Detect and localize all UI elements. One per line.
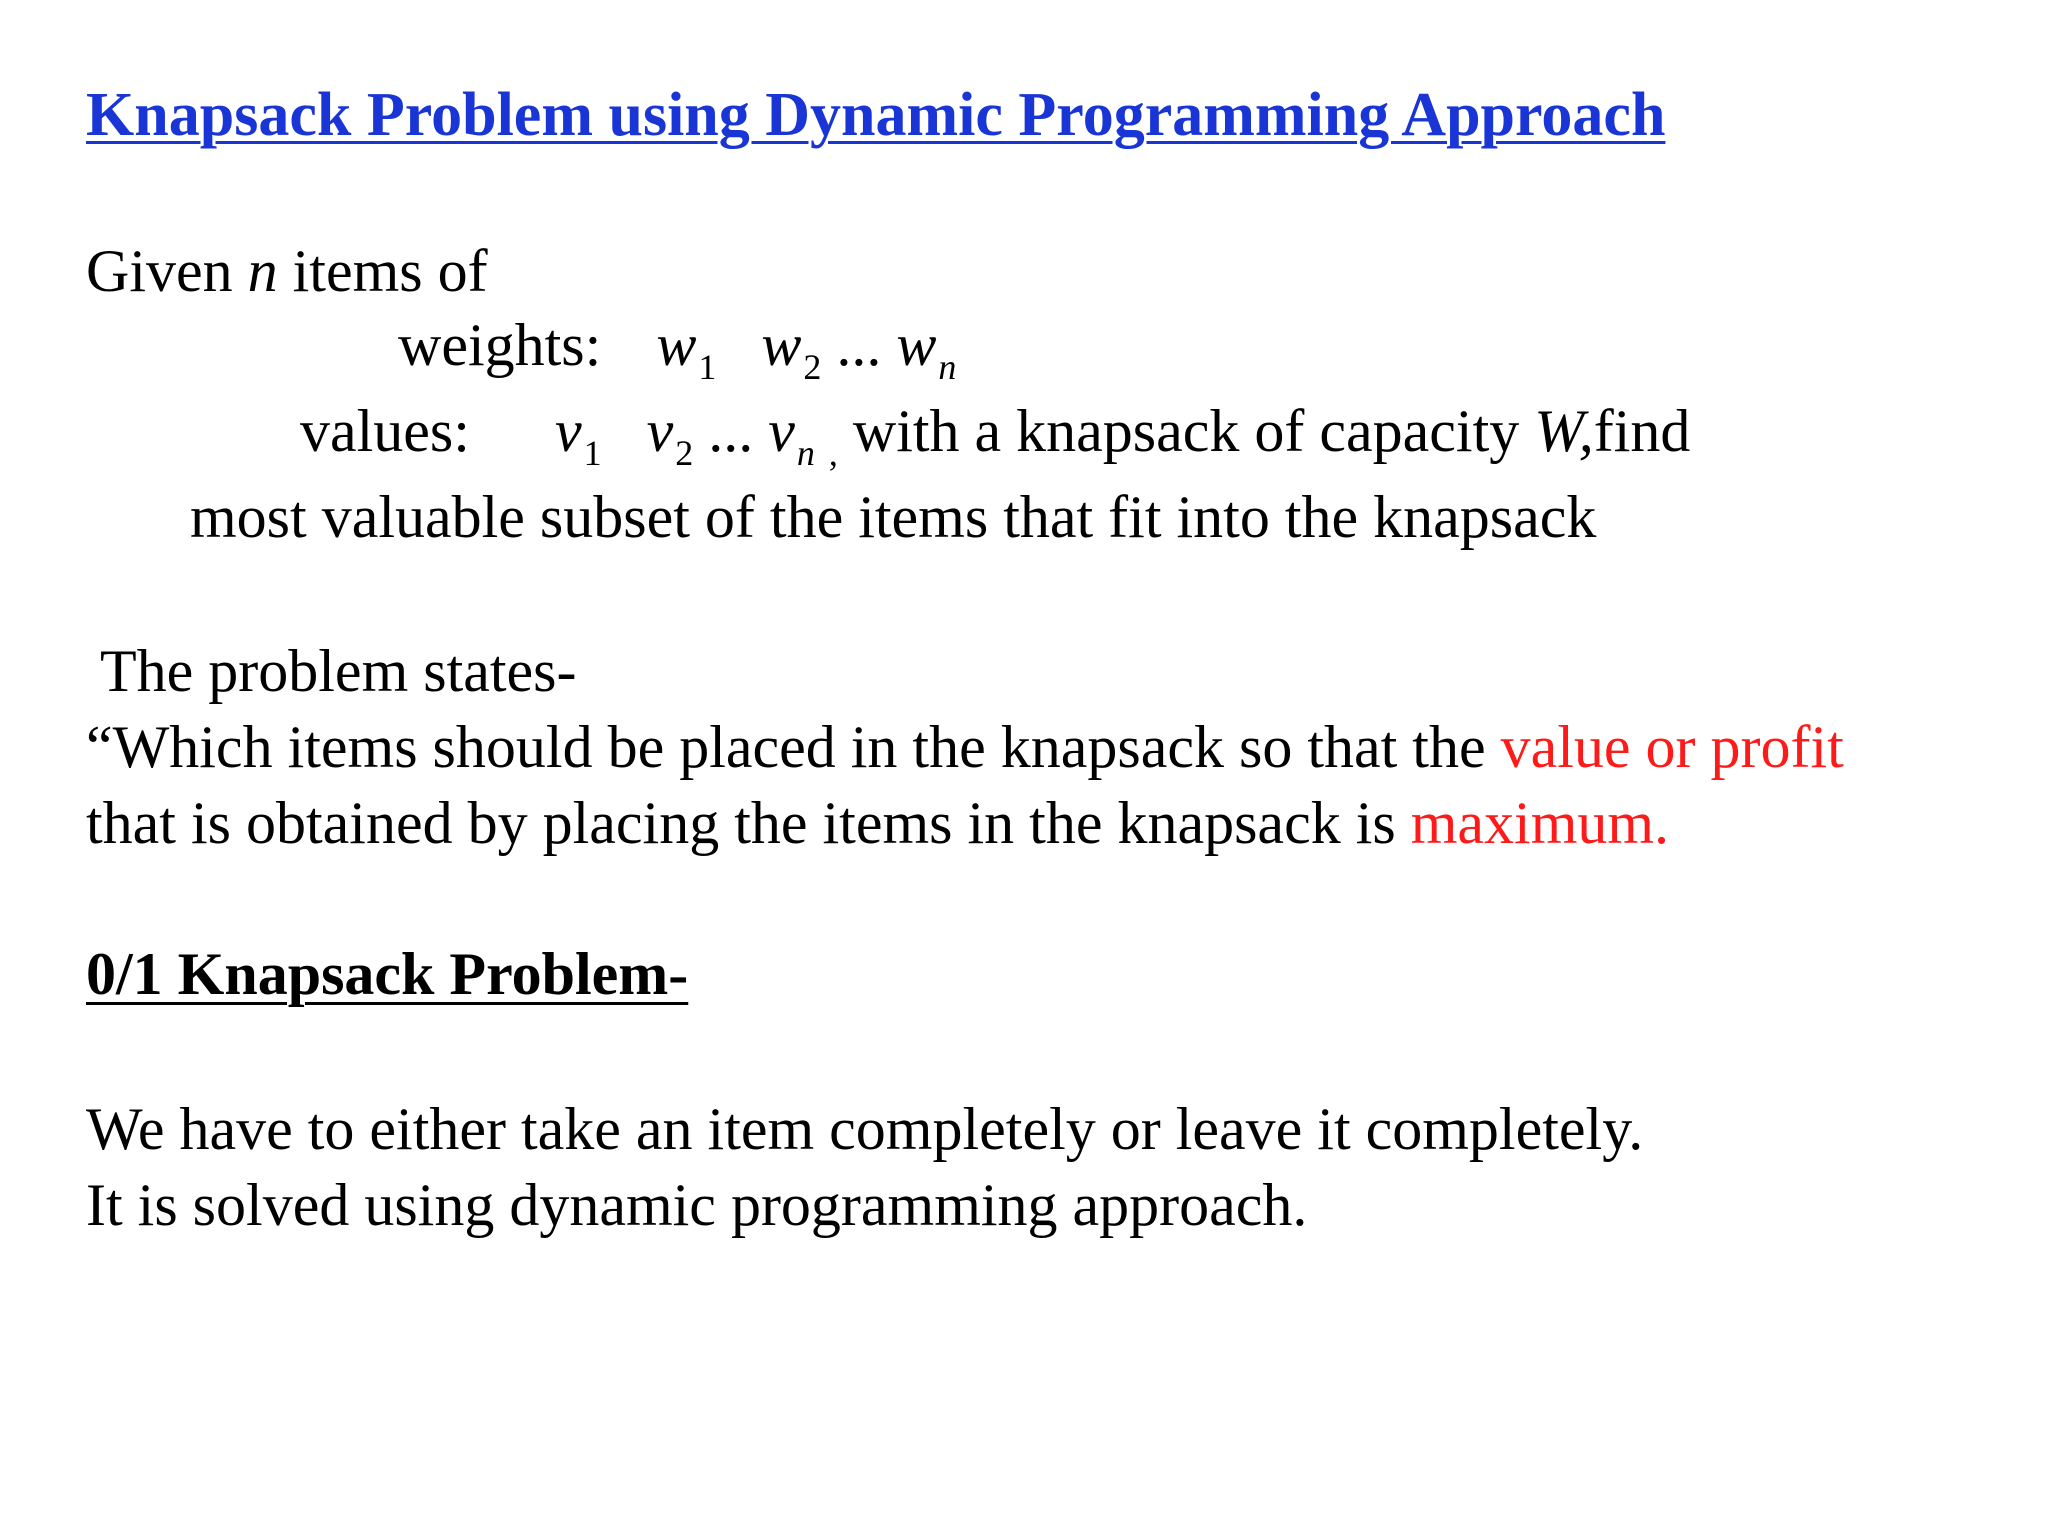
capacity-variable: W: [1534, 398, 1579, 464]
capacity-comma: ,: [1578, 398, 1594, 464]
weights-ellipsis: ...: [836, 312, 882, 378]
w1-subscript: 1: [698, 347, 717, 387]
v2-variable: v: [646, 398, 674, 464]
given-suffix: items of: [292, 238, 488, 304]
quote-line-2-text: that is obtained by placing the items in the knapsack is: [86, 790, 1396, 856]
w1-variable: w: [656, 312, 697, 378]
quote-line-2: [86, 790, 1669, 856]
quote-line-1-text: “Which items should be placed in the knapsack so that the: [86, 714, 1486, 780]
v1-variable: v: [554, 398, 582, 464]
section-heading: 0/1 Knapsack Problem-: [86, 941, 689, 1007]
given-prefix: Given: [86, 238, 233, 304]
weights-line: [398, 312, 957, 387]
values-label: values:: [300, 398, 470, 464]
given-line: [86, 238, 488, 304]
w2-subscript: 2: [803, 347, 822, 387]
find-text: find: [1593, 398, 1691, 464]
wn-subscript: n: [938, 347, 957, 387]
problem-states-heading: The problem states-: [100, 638, 577, 704]
values-ellipsis: ...: [708, 398, 754, 464]
vn-subscript: n: [796, 433, 815, 473]
wn-variable: w: [896, 312, 937, 378]
body-line-2: It is solved using dynamic programming approach.: [86, 1172, 1308, 1238]
weights-label: weights:: [398, 312, 602, 378]
page-title[interactable]: Knapsack Problem using Dynamic Programming Approach: [86, 81, 1666, 149]
w2-variable: w: [761, 312, 802, 378]
vn-comma: ,: [828, 433, 838, 473]
maximum-highlight: maximum.: [1410, 790, 1670, 856]
v2-subscript: 2: [675, 433, 694, 473]
n-variable: n: [247, 238, 278, 304]
body-line-1: We have to either take an item completely or leave it completely.: [86, 1096, 1644, 1162]
values-line: [300, 398, 1691, 473]
value-or-profit-highlight: value or profit: [1500, 714, 1844, 780]
v1-subscript: 1: [583, 433, 602, 473]
with-capacity-text: with a knapsack of capacity: [852, 398, 1520, 464]
subset-line: most valuable subset of the items that fit into the knapsack: [190, 484, 1597, 550]
vn-variable: v: [768, 398, 795, 464]
quote-line-1: [86, 714, 1844, 780]
